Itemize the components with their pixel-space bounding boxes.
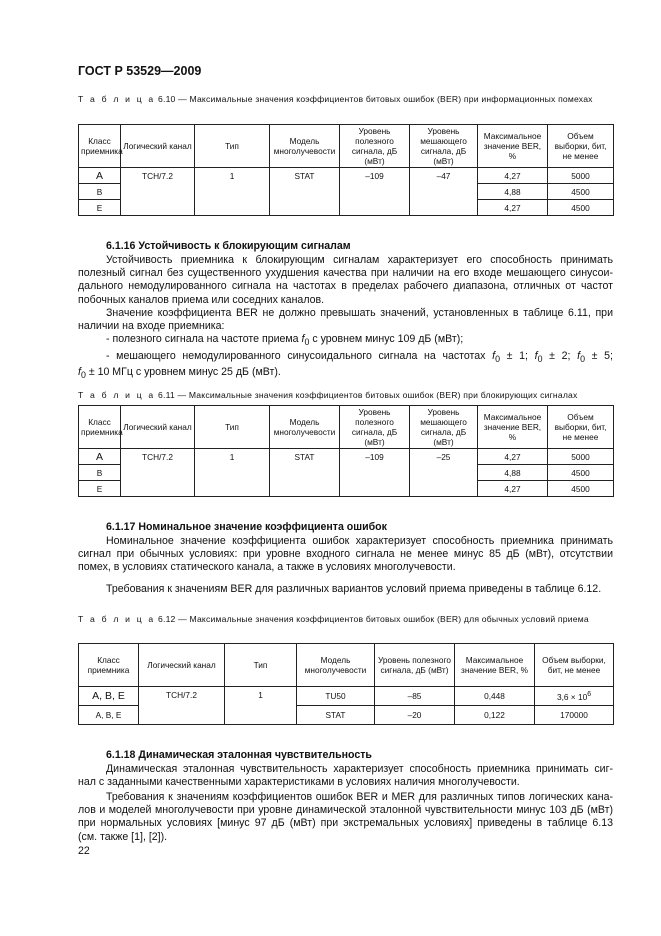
cell-volume: 5000 bbox=[548, 168, 614, 184]
col-header: Класс приемника bbox=[79, 644, 139, 687]
col-header: Уровень полезного сигнала, дБ (мВт) bbox=[375, 644, 455, 687]
cell-channel: TCH/7.2 bbox=[139, 687, 225, 725]
cell-volume: 4500 bbox=[548, 481, 614, 497]
cell-model: STAT bbox=[297, 706, 375, 725]
table-row bbox=[79, 687, 614, 706]
table-6-11-caption bbox=[78, 390, 613, 401]
text-line: побочных каналов приема или соседних каналов. bbox=[78, 293, 325, 306]
col-header: Уровень полезного сигнала, дБ (мВт) bbox=[340, 406, 410, 449]
paragraph bbox=[78, 763, 613, 789]
table-caption-text: 6.12 — Максимальные значения коэффициентов битовых ошибок (BER) для обычных условий приема bbox=[158, 614, 589, 624]
cell-type: 1 bbox=[195, 168, 270, 216]
text-line: (см. также [1], [2]). bbox=[78, 830, 168, 843]
cell-interf-level: –25 bbox=[410, 449, 478, 497]
table-caption-text: 6.10 — Максимальные значения коэффициентов битовых ошибок (BER) при информационных помехах bbox=[158, 94, 593, 104]
paragraph bbox=[78, 254, 613, 382]
cell-volume: $3,6 \times 10^6$ bbox=[535, 687, 614, 706]
cell-channel: TCH/7.2 bbox=[121, 449, 195, 497]
text-line: Устойчивость приемника к блокирующим сигналам характеризует его способность принимать bbox=[106, 254, 613, 266]
col-header: Уровень полезного сигнала, дБ (мВт) bbox=[340, 125, 410, 168]
cell-ber: 0,122 bbox=[455, 706, 535, 725]
cell-interf-level: –47 bbox=[410, 168, 478, 216]
cell-ber: 0,448 bbox=[455, 687, 535, 706]
cell-class: A bbox=[79, 449, 121, 465]
cell-useful-level: –20 bbox=[375, 706, 455, 725]
bullet-line: - полезного сигнала на частоте приема $f_0$ с уровнем минус 109 дБ (мВт); bbox=[106, 333, 464, 348]
section-heading-6-1-17: 6.1.17 Номинальное значение коэффициента ошибок bbox=[106, 521, 387, 533]
col-header: Логический канал bbox=[121, 125, 195, 168]
text-line: лов и моделей многолучевости при уровне динамической эталонной чувствительности минус 103 дБ (мВт) bbox=[78, 804, 613, 817]
table-label: Т а б л и ц а bbox=[78, 390, 156, 400]
cell-ber: 4,27 bbox=[478, 168, 548, 184]
cell-volume: 4500 bbox=[548, 200, 614, 216]
text-line: наличии на входе приемника: bbox=[78, 320, 225, 333]
text-line: полезный сигнал без существенного ухудшения качества при наличии на его входе мешающего синусои- bbox=[78, 267, 613, 280]
col-header: Максимальное значение BER, % bbox=[478, 406, 548, 449]
text-line: Динамическая эталонная чувствительность характеризует способность приемника принимать сиг- bbox=[106, 763, 613, 775]
text-line: дального немодулированного сигнала на частотах в пределах рабочего диапазона, отличных от частот bbox=[78, 280, 613, 293]
text-line: сигнал при обычных условиях: при уровне входного сигнала не менее минус 85 дБ (мВт), отсутствии bbox=[78, 548, 613, 561]
col-header: Класс приемника bbox=[79, 406, 121, 449]
paragraph bbox=[78, 583, 613, 596]
cell-model: TU50 bbox=[297, 687, 375, 706]
table-6-11 bbox=[78, 405, 614, 497]
col-header: Объем выборки, бит, не менее bbox=[548, 406, 614, 449]
cell-class: E bbox=[79, 481, 121, 497]
cell-ber: 4,27 bbox=[478, 449, 548, 465]
cell-ber: 4,88 bbox=[478, 184, 548, 200]
col-header: Тип bbox=[195, 125, 270, 168]
text-line: нал с заданными качественными характеристиками в условиях наличия многолучевости. bbox=[78, 776, 520, 789]
cell-useful-level: –109 bbox=[340, 449, 410, 497]
col-header: Модель многолучевости bbox=[270, 406, 340, 449]
col-header: Максимальное значение BER, % bbox=[478, 125, 548, 168]
col-header: Максимальное значение BER, % bbox=[455, 644, 535, 687]
table-header-row bbox=[79, 644, 614, 687]
col-header: Тип bbox=[195, 406, 270, 449]
cell-model: STAT bbox=[270, 168, 340, 216]
bullet-line: - мешающего немодулированного синусоидального сигнала на частотах $f_0 \pm 1$; $f_0 \pm 2$; $f_0 \pm 5$; bbox=[106, 349, 613, 364]
cell-class: A, B, E bbox=[79, 687, 139, 706]
table-row bbox=[79, 168, 614, 184]
col-header: Класс приемника bbox=[79, 125, 121, 168]
table-label: Т а б л и ц а bbox=[78, 614, 156, 624]
table-6-12-caption bbox=[78, 614, 613, 625]
text-line: помех, в условиях статического канала, а также в условиях многолучевости. bbox=[78, 561, 456, 574]
cell-class: B bbox=[79, 184, 121, 200]
cell-ber: 4,88 bbox=[478, 465, 548, 481]
document-header: ГОСТ Р 53529—2009 bbox=[78, 64, 202, 78]
table-6-10 bbox=[78, 124, 614, 216]
cell-model: STAT bbox=[270, 449, 340, 497]
col-header: Уровень мешающего сигнала, дБ (мВт) bbox=[410, 406, 478, 449]
col-header: Логический канал bbox=[121, 406, 195, 449]
cell-ber: 4,27 bbox=[478, 200, 548, 216]
text-line: Значение коэффициента BER не должно превышать значений, установленных в таблице 6.11, при bbox=[106, 306, 613, 319]
cell-useful-level: –109 bbox=[340, 168, 410, 216]
text-line: при нормальных условиях [минус 97 дБ (мВт) при экстремальных условиях] приведены в таблице 6.13 bbox=[78, 817, 613, 830]
cell-class: A bbox=[79, 168, 121, 184]
table-header-row bbox=[79, 125, 614, 168]
col-header: Объем выборки, бит, не менее bbox=[535, 644, 614, 687]
table-header-row bbox=[79, 406, 614, 449]
col-header: Модель многолучевости bbox=[297, 644, 375, 687]
table-label: Т а б л и ц а bbox=[78, 94, 156, 104]
col-header: Тип bbox=[225, 644, 297, 687]
text-line: Номинальное значение коэффициента ошибок характеризует способность приемника принимать bbox=[106, 535, 613, 547]
table-6-10-caption bbox=[78, 94, 613, 105]
cell-class: B bbox=[79, 465, 121, 481]
text-line: Требования к значениям коэффициентов ошибок BER и MER для различных типов логических кана- bbox=[106, 791, 613, 803]
paragraph bbox=[78, 791, 613, 844]
table-row bbox=[79, 449, 614, 465]
paragraph bbox=[78, 535, 613, 575]
cell-volume: 4500 bbox=[548, 465, 614, 481]
cell-volume: 5000 bbox=[548, 449, 614, 465]
cell-ber: 4,27 bbox=[478, 481, 548, 497]
col-header: Модель многолучевости bbox=[270, 125, 340, 168]
text-line: Требования к значениям BER для различных вариантов условий приема приведены в таблице 6.12. bbox=[106, 583, 602, 595]
page-number: 22 bbox=[78, 845, 90, 857]
col-header: Логический канал bbox=[139, 644, 225, 687]
cell-type: 1 bbox=[225, 687, 297, 725]
cell-channel: TCH/7.2 bbox=[121, 168, 195, 216]
cell-useful-level: –85 bbox=[375, 687, 455, 706]
bullet-line: $f_0 \pm 10$ МГц с уровнем минус 25 дБ (мВт). bbox=[78, 365, 281, 380]
section-heading-6-1-16: 6.1.16 Устойчивость к блокирующим сигналам bbox=[106, 240, 351, 252]
table-caption-text: 6.11 — Максимальные значения коэффициентов битовых ошибок (BER) при блокирующих сигналах bbox=[158, 390, 578, 400]
section-heading-6-1-18: 6.1.18 Динамическая эталонная чувствительность bbox=[106, 749, 372, 761]
col-header: Уровень мешающего сигнала, дБ (мВт) bbox=[410, 125, 478, 168]
cell-class: A, B, E bbox=[79, 706, 139, 725]
cell-volume: 4500 bbox=[548, 184, 614, 200]
col-header: Объем выборки, бит, не менее bbox=[548, 125, 614, 168]
cell-class: E bbox=[79, 200, 121, 216]
cell-volume: 170000 bbox=[535, 706, 614, 725]
table-6-12 bbox=[78, 643, 614, 725]
cell-type: 1 bbox=[195, 449, 270, 497]
